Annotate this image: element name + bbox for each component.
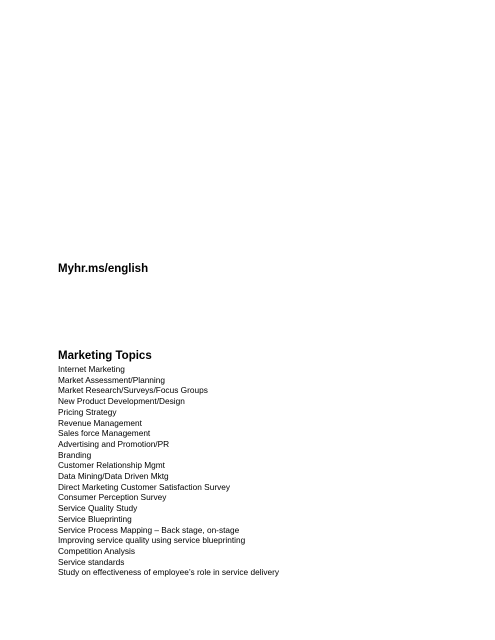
list-item: Service standards: [58, 556, 125, 567]
list-item: Service Quality Study: [58, 503, 138, 514]
topics-list: [58, 364, 279, 578]
list-item: Service Blueprinting: [58, 513, 132, 524]
section-title: Marketing Topics: [58, 350, 152, 362]
list-item: Direct Marketing Customer Satisfaction Survey: [58, 481, 230, 492]
list-item: Customer Relationship Mgmt: [58, 460, 165, 471]
list-item: Revenue Management: [58, 417, 142, 428]
list-item: Service Process Mapping – Back stage, on-stage: [58, 524, 240, 535]
list-item: Improving service quality using service blueprinting: [58, 535, 246, 546]
list-item: Study on effectiveness of employee’s role in service delivery: [58, 567, 280, 578]
list-item: Competition Analysis: [58, 545, 136, 556]
list-item: Internet Marketing: [58, 364, 125, 374]
list-item: Branding: [58, 449, 92, 460]
list-item: Advertising and Promotion/PR: [58, 438, 170, 449]
list-item: Sales force Management: [58, 428, 151, 439]
list-item: Pricing Strategy: [58, 406, 117, 417]
list-item: Market Assessment/Planning: [58, 374, 165, 385]
list-item: Market Research/Surveys/Focus Groups: [58, 385, 208, 396]
list-item: Data Mining/Data Driven Mktg: [58, 471, 169, 482]
site-link-text: Myhr.ms/english: [58, 263, 149, 275]
list-item: New Product Development/Design: [58, 396, 185, 407]
list-item: Consumer Perception Survey: [58, 492, 167, 503]
